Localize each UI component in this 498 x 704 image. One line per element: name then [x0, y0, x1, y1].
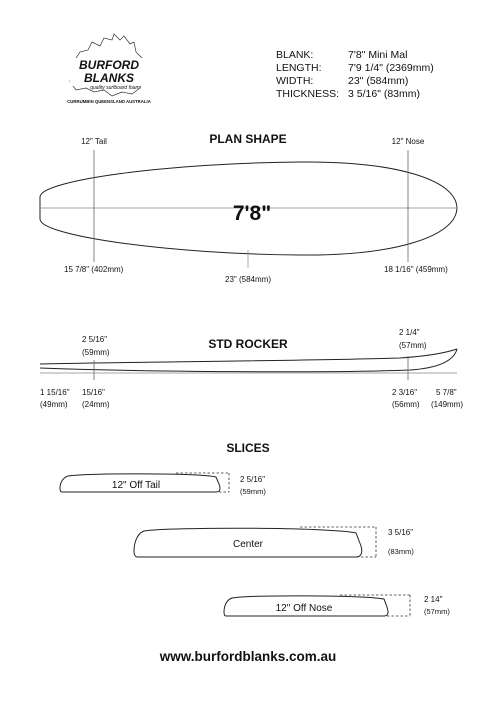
- logo-burford: BURFORD: [79, 58, 139, 72]
- slice-off-nose-dim-inch: 2 14": [424, 595, 443, 604]
- spec-thickness-label: THICKNESS:: [276, 88, 340, 100]
- spec-width-value: 23" (584mm): [348, 75, 409, 87]
- plan-tail-marker-label: 12" Tail: [81, 137, 107, 146]
- rocker-tail-12-mm: (24mm): [82, 400, 110, 409]
- rocker-top-right-mm: (57mm): [399, 341, 427, 350]
- slice-off-tail-dim-inch: 2 5/16": [240, 475, 266, 484]
- spec-length-value: 7'9 1/4" (2369mm): [348, 62, 434, 74]
- slices-heading: SLICES: [226, 441, 270, 455]
- plan-size-label: 7'8": [232, 202, 272, 225]
- logo-tagline: quality surfboard foam: [90, 85, 140, 91]
- plan-nose-width: 18 1/16" (459mm): [384, 265, 448, 274]
- slice-center-label: Center: [232, 539, 264, 550]
- slice-center: [134, 527, 414, 557]
- rocker-nose-end-mm: (149mm): [431, 400, 464, 409]
- spec-length-label: LENGTH:: [276, 62, 322, 74]
- rocker-top-right-inch: 2 1/4": [399, 328, 420, 337]
- rocker-top-left-mm: (59mm): [82, 348, 110, 357]
- slice-off-tail-dim-mm: (59mm): [240, 487, 266, 496]
- rocker-nose-12-mm: (56mm): [392, 400, 420, 409]
- spec-list: [276, 49, 434, 100]
- slice-off-tail-label: 12" Off Tail: [111, 480, 161, 491]
- slices-section: [60, 441, 450, 616]
- slice-center-dim-mm: (83mm): [388, 547, 414, 556]
- rocker-top-left-inch: 2 5/16": [82, 335, 108, 344]
- slice-off-nose: [224, 595, 450, 616]
- plan-tail-width: 15 7/8" (402mm): [64, 265, 124, 274]
- plan-center-width: 23" (584mm): [225, 275, 271, 284]
- logo-blanks: BLANKS: [84, 71, 134, 85]
- plan-nose-marker-label: 12" Nose: [391, 137, 425, 146]
- rocker-nose-12-inch: 2 3/16": [392, 388, 418, 397]
- footer-url[interactable]: www.burfordblanks.com.au: [159, 649, 337, 664]
- rocker-tail-end-inch: 1 15/16": [40, 388, 70, 397]
- rocker-heading: STD ROCKER: [208, 337, 288, 351]
- spec-thickness-value: 3 5/16" (83mm): [348, 88, 421, 100]
- slice-center-dim-inch: 3 5/16": [388, 528, 414, 537]
- company-logo: [67, 34, 151, 104]
- slice-off-nose-label: 12" Off Nose: [275, 603, 333, 614]
- rocker-tail-12-inch: 15/16": [82, 388, 105, 397]
- spec-width-label: WIDTH:: [276, 75, 314, 87]
- rocker-nose-end-inch: 5 7/8": [436, 388, 457, 397]
- plan-shape-section: [40, 132, 457, 284]
- logo-subtitle: CURRUMBIN QUEENSLAND AUSTRALIA: [67, 99, 151, 104]
- slice-off-tail: [60, 473, 266, 496]
- slice-off-nose-dim-mm: (57mm): [424, 607, 450, 616]
- spec-blank-value: 7'8" Mini Mal: [348, 49, 408, 61]
- spec-blank-label: BLANK:: [276, 49, 314, 61]
- plan-heading: PLAN SHAPE: [209, 132, 287, 146]
- rocker-section: [40, 328, 463, 409]
- rocker-tail-end-mm: (49mm): [40, 400, 68, 409]
